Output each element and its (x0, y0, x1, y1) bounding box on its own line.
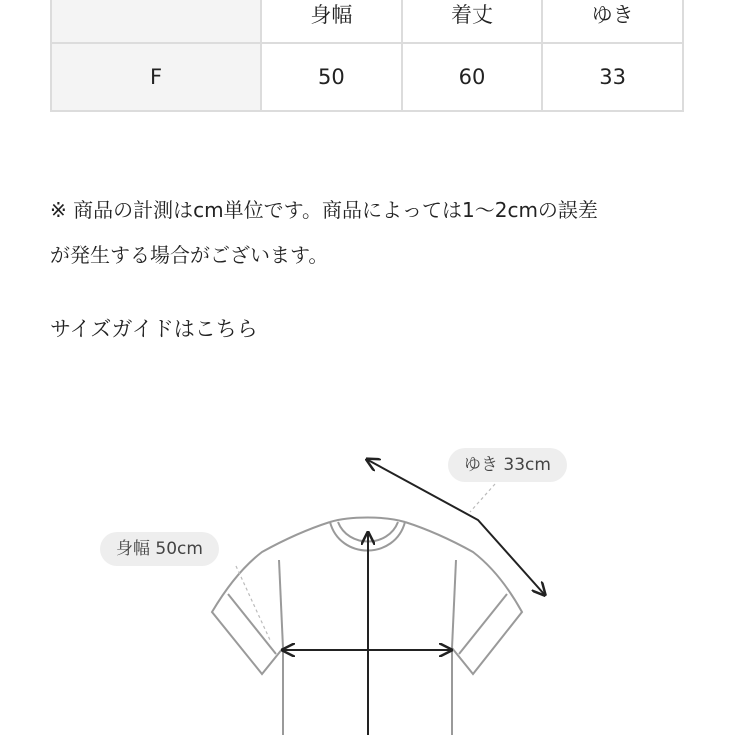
measurement-note (50, 188, 690, 278)
size-cell: F (51, 43, 261, 111)
header-kitake: 着丈 (402, 0, 543, 43)
header-empty-cell (51, 0, 261, 43)
kitake-cell: 60 (402, 43, 543, 111)
size-guide-link[interactable]: サイズガイドはこちら (50, 317, 258, 341)
tshirt-measurement-diagram (0, 430, 735, 735)
measurement-note-line1: ※ 商品の計測はcm単位です。商品によっては1〜2cmの誤差 (50, 198, 598, 222)
size-table (50, 0, 684, 112)
yuki-cell: 33 (542, 43, 683, 111)
header-yuki: ゆき (542, 0, 683, 43)
header-mihaba: 身幅 (261, 0, 402, 43)
mihaba-cell: 50 (261, 43, 402, 111)
mihaba-label-badge: 身幅 50cm (100, 532, 219, 566)
yuki-label-badge: ゆき 33cm (448, 448, 567, 482)
table-row (51, 43, 683, 111)
measurement-note-line2: が発生する場合がございます。 (50, 243, 329, 267)
size-table-header-row (51, 0, 683, 43)
